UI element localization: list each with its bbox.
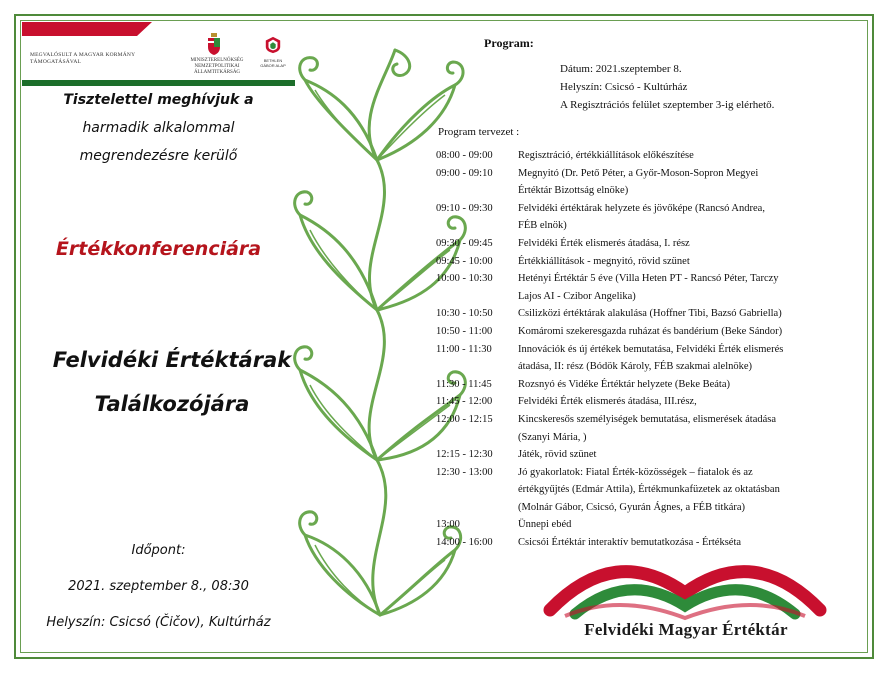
main-title-line-2: Találkozójára — [94, 392, 250, 416]
program-location: Helyszín: Csicsó - Kultúrház — [560, 81, 688, 93]
coat-of-arms-icon — [207, 33, 221, 55]
schedule-time: 09:10 - 09:30 — [436, 202, 493, 214]
schedule-time: 09:45 - 10:00 — [436, 255, 493, 267]
schedule-row — [436, 411, 846, 446]
schedule-line: Jó gyakorlatok: Fiatal Érték-közösségek – fiatalok és az — [518, 466, 753, 478]
schedule-description — [518, 376, 846, 394]
schedule-line: értékgyűjtés (Edmár Attila), Értékmunkafüzetek az oktatásban — [518, 484, 780, 496]
schedule-description — [518, 270, 846, 305]
schedule-line: átadása, II: rész (Bódök Károly, FÉB szakmai alelnöke) — [518, 361, 753, 373]
program-heading: Program: — [484, 36, 534, 50]
schedule-row — [436, 165, 846, 200]
schedule-row — [436, 147, 846, 165]
schedule-description — [518, 411, 846, 446]
schedule-time: 11:45 - 12:00 — [436, 396, 493, 408]
time-label: Időpont: — [131, 543, 186, 558]
schedule-description — [518, 464, 846, 517]
schedule-row — [436, 393, 846, 411]
schedule-line: Rozsnyó és Vidéke Értéktár helyzete (Beke Beáta) — [518, 378, 731, 390]
schedule-description — [518, 323, 846, 341]
schedule-line: FÉB elnök) — [518, 220, 567, 232]
schedule-description — [518, 253, 846, 271]
schedule-row — [436, 376, 846, 394]
schedule-time: 11:00 - 11:30 — [436, 343, 492, 355]
schedule-line: Csicsói Értéktár interaktív bemutatkozása - Értékséta — [518, 537, 742, 549]
event-main-title — [22, 338, 322, 426]
conference-title: Értékkonferenciára — [55, 238, 262, 260]
fund-emblem-icon — [264, 36, 282, 54]
ministry-text: MINISZTERELNÖKSÉG NEMZETPOLITIKAI ÁLLAMTITKÁRSÁG — [190, 58, 244, 75]
schedule-line: Felvidéki értéktárak helyzete és jövőképe (Rancsó Andrea, — [518, 202, 765, 214]
schedule-line: Komáromi szekeresgazda ruházat és bandérium (Beke Sándor) — [518, 325, 783, 337]
schedule-row — [436, 516, 846, 534]
schedule-description — [518, 516, 846, 534]
schedule-line: Megnyitó (Dr. Pető Péter, a Győr-Moson-Sopron Megyei — [518, 167, 759, 179]
schedule-row — [436, 200, 846, 235]
schedule-time: 12:30 - 13:00 — [436, 466, 493, 478]
schedule-line: Kincskeresős személyiségek bemutatása, elismerések átadása — [518, 413, 777, 425]
schedule-line: Csilizközi értéktárak alakulása (Hoffner Tibi, Bazsó Gabriella) — [518, 308, 782, 320]
program-meta — [560, 60, 774, 114]
schedule-line: Hetényi Értéktár 5 éve (Villa Heten PT - Rancsó Péter, Tarczy — [518, 273, 779, 285]
schedule-line: Értékkiállítások - megnyitó, rövid szünet — [518, 255, 690, 267]
schedule-line: (Szanyi Mária, ) — [518, 431, 587, 443]
schedule-time: 10:50 - 11:00 — [436, 325, 493, 337]
government-header — [22, 22, 295, 86]
schedule-row — [436, 341, 846, 376]
invitation-line-3: megrendezésre kerülő — [79, 148, 238, 164]
schedule-time: 10:00 - 10:30 — [436, 273, 493, 285]
schedule-description — [518, 235, 846, 253]
schedule-line: Regisztráció, értékkiállítások előkészítése — [518, 150, 694, 161]
schedule-description — [518, 147, 846, 165]
fund-text: BETHLEN GÁBOR ALAP — [260, 58, 286, 68]
schedule-time: 09:00 - 09:10 — [436, 167, 493, 179]
program-date: Dátum: 2021.szeptember 8. — [560, 63, 682, 75]
schedule-row — [436, 305, 846, 323]
bethlen-gabor-fund-logo — [260, 36, 286, 72]
date-time: 2021. szeptember 8., 08:30 — [68, 579, 249, 594]
schedule-line: Értéktár Bizottság elnöke) — [518, 185, 629, 197]
schedule-line: Felvidéki Érték elismerés átadása, III.rész, — [518, 396, 697, 408]
program-plan-heading: Program tervezet : — [438, 126, 520, 138]
schedule-description — [518, 341, 846, 376]
schedule-row — [436, 235, 846, 253]
schedule-line: Felvidéki Érték elismerés átadása, I. rész — [518, 237, 690, 249]
schedule-time: 09:30 - 09:45 — [436, 237, 493, 249]
schedule-row — [436, 270, 846, 305]
schedule-time: 13:00 — [436, 519, 460, 531]
schedule-row — [436, 323, 846, 341]
schedule-description — [518, 446, 846, 464]
schedule-time: 08:00 - 09:00 — [436, 150, 493, 161]
schedule-time: 10:30 - 10:50 — [436, 308, 493, 320]
invitation-line-1: Tisztelettel meghívjuk a — [63, 92, 254, 108]
government-support-text: MEGVALÓSULT A MAGYAR KORMÁNY TÁMOGATÁSÁVAL — [30, 52, 136, 65]
schedule-time: 14:00 - 16:00 — [436, 537, 493, 549]
schedule-line: Lajos AI - Czibor Angelika) — [518, 290, 636, 302]
schedule-description — [518, 200, 846, 235]
schedule-time: 11:30 - 11:45 — [436, 378, 492, 390]
schedule-list — [436, 147, 846, 552]
invitation-block — [22, 86, 295, 170]
schedule-line: Innovációk és új értékek bemutatása, Felvidéki Érték elismerés — [518, 343, 784, 355]
event-details — [22, 533, 295, 641]
schedule-description — [518, 165, 846, 200]
event-place: Helyszín: Csicsó (Čičov), Kultúrház — [46, 615, 271, 630]
invitation-line-2: harmadik alkalommal — [82, 120, 235, 136]
schedule-line: Ünnepi ebéd — [518, 519, 572, 531]
schedule-line: Játék, rövid szünet — [518, 449, 597, 461]
schedule-description — [518, 305, 846, 323]
schedule-time: 12:15 - 12:30 — [436, 449, 493, 461]
registration-note: A Regisztrációs felület szeptember 3-ig elérhető. — [560, 99, 775, 111]
schedule-description — [518, 393, 846, 411]
schedule-row — [436, 464, 846, 517]
main-title-line-1: Felvidéki Értéktárak — [52, 348, 292, 372]
schedule-row — [436, 253, 846, 271]
schedule-time: 12:00 - 12:15 — [436, 413, 493, 425]
ertektar-logo-name: Felvidéki Magyar Értéktár — [584, 620, 788, 639]
schedule-line: (Molnár Gábor, Csicsó, Gyurán Ágnes, a FÉB titkára) — [518, 501, 746, 513]
schedule-row — [436, 446, 846, 464]
